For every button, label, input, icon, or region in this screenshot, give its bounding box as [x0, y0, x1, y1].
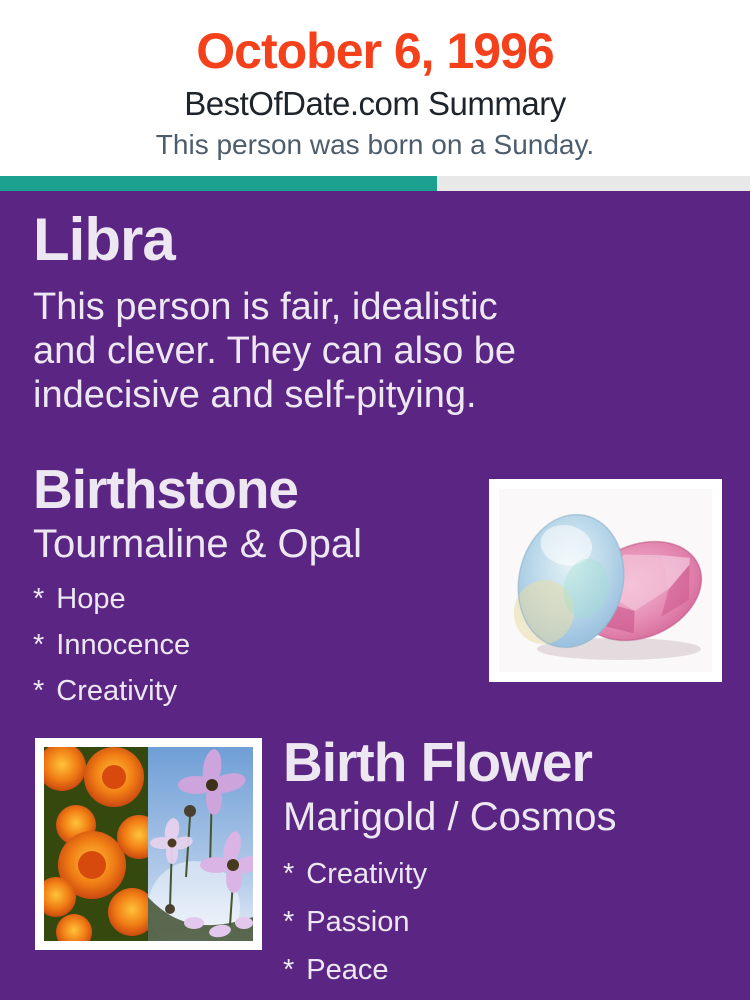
trait-label: Creativity — [56, 675, 178, 707]
site-summary-title: BestOfDate.com Summary — [184, 85, 566, 122]
weekday-line: This person was born on a Sunday. — [155, 129, 595, 160]
header — [0, 0, 750, 176]
birthstone-trait — [33, 675, 473, 708]
opal-and-tourmaline-image — [499, 489, 712, 672]
date-title: October 6, 1996 — [196, 23, 554, 79]
birthstone-section — [33, 459, 473, 721]
birthstone-names: Tourmaline & Opal — [33, 522, 363, 566]
birthstone-trait — [33, 583, 473, 616]
birth-flower-trait — [283, 954, 723, 987]
marigold-and-cosmos-image — [44, 747, 253, 941]
birth-flower-heading: Birth Flower — [283, 731, 592, 793]
bullet-asterisk: * — [33, 675, 45, 707]
trait-label: Passion — [306, 906, 410, 938]
summary-body — [0, 191, 750, 1000]
birth-flower-trait — [283, 858, 723, 891]
birth-flower-trait-list — [283, 858, 723, 987]
trait-label: Creativity — [306, 858, 428, 890]
trait-label: Peace — [306, 954, 389, 986]
zodiac-sign-heading: Libra — [33, 206, 175, 273]
birthstone-heading: Birthstone — [33, 458, 298, 520]
trait-label: Hope — [56, 583, 126, 615]
zodiac-section — [33, 207, 713, 417]
birth-flower-section — [283, 732, 723, 1002]
birth-flower-names: Marigold / Cosmos — [283, 795, 617, 839]
bullet-asterisk: * — [283, 954, 295, 986]
bullet-asterisk: * — [33, 583, 45, 615]
zodiac-description-line: This person is fair, idealistic — [33, 286, 498, 328]
birth-flower-trait — [283, 906, 723, 939]
birthstone-photo — [489, 479, 722, 682]
birthstone-trait-list — [33, 583, 473, 708]
progress-bar-fill — [0, 176, 437, 191]
zodiac-description-line: indecisive and self-pitying. — [33, 374, 477, 416]
trait-label: Innocence — [56, 629, 191, 661]
progress-bar-track — [0, 176, 750, 191]
bullet-asterisk: * — [33, 629, 45, 661]
zodiac-description — [33, 285, 713, 417]
birth-flower-photo — [35, 738, 262, 950]
bullet-asterisk: * — [283, 906, 295, 938]
birthstone-trait — [33, 629, 473, 662]
bullet-asterisk: * — [283, 858, 295, 890]
zodiac-description-line: and clever. They can also be — [33, 330, 517, 372]
